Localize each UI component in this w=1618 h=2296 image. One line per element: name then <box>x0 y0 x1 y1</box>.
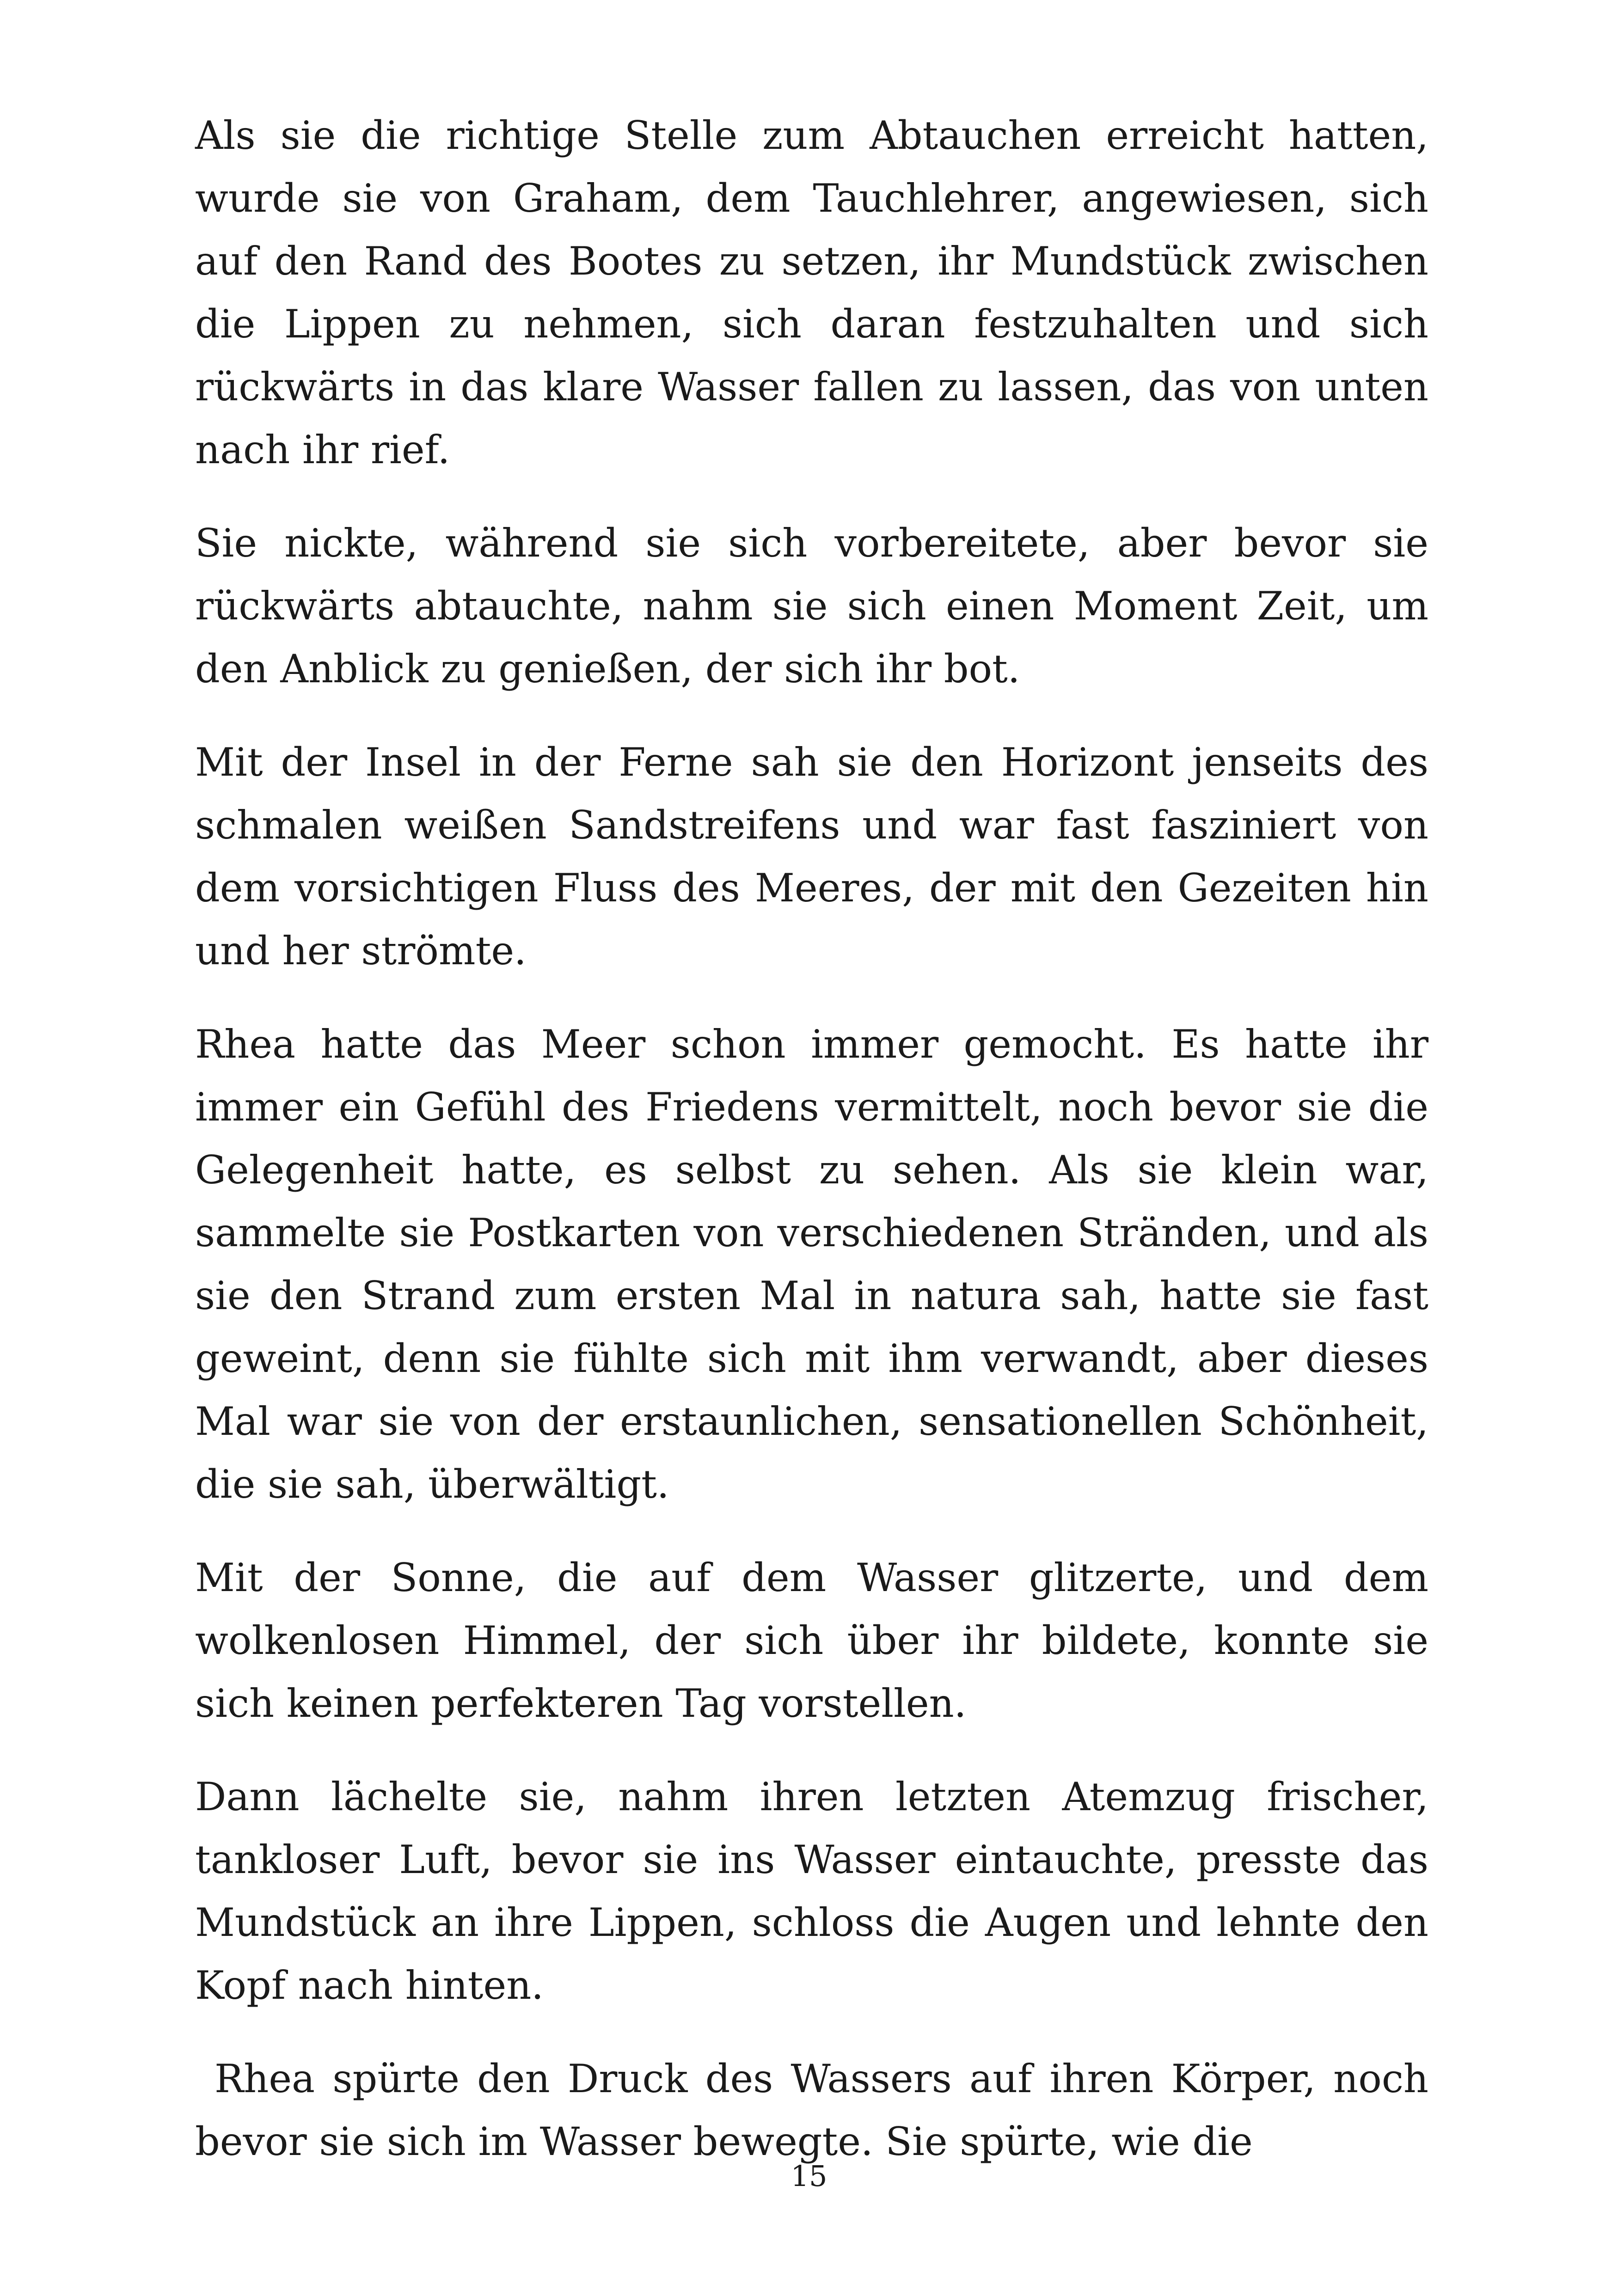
paragraph-2: Sie nickte, während sie sich vorbereitete, aber bevor sie rückwärts abtauchte, nahm sie sich einen Moment Zeit, um den Anblick zu genießen, der sich ihr bot. <box>195 520 1428 692</box>
page-number: 15 <box>791 2159 827 2193</box>
paragraph-1: Als sie die richtige Stelle zum Abtauchen erreicht hatten, wurde sie von Graham, dem Tauchlehrer, angewiesen, sich auf den Rand des Bootes zu setzen, ihr Mundstück zwischen die Lippen zu nehmen, sich daran festzuhalten und sich rückwärts in das klare Wasser fallen zu lassen, das von unten nach ihr rief. <box>195 113 1428 472</box>
body-text <box>195 104 1428 2204</box>
paragraph-6: Dann lächelte sie, nahm ihren letzten Atemzug frischer, tankloser Luft, bevor sie ins Wasser eintauchte, presste das Mundstück an ihre Lippen, schloss die Augen und lehnte den Kopf nach hinten. <box>195 1774 1428 2008</box>
paragraph-7: Rhea spürte den Druck des Wassers auf ihren Körper, noch bevor sie sich im Wasser bewegte. Sie spürte, wie die <box>195 2056 1428 2164</box>
paragraph-5: Mit der Sonne, die auf dem Wasser glitzerte, und dem wolkenlosen Himmel, der sich über ihr bildete, konnte sie sich keinen perfekteren Tag vorstellen. <box>195 1555 1428 1726</box>
paragraph-3: Mit der Insel in der Ferne sah sie den Horizont jenseits des schmalen weißen Sandstreifens und war fast fasziniert von dem vorsichtigen Fluss des Meeres, der mit den Gezeiten hin und her strömte. <box>195 740 1428 974</box>
paragraph-4: Rhea hatte das Meer schon immer gemocht. Es hatte ihr immer ein Gefühl des Friedens vermittelt, noch bevor sie die Gelegenheit hatte, es selbst zu sehen. Als sie klein war, sammelte sie Postkarten von verschiedenen Stränden, und als sie den Strand zum ersten Mal in natura sah, hatte sie fast geweint, denn sie fühlte sich mit ihm verwandt, aber dieses Mal war sie von der erstaunlichen, sensationellen Schönheit, die sie sah, überwältigt. <box>195 1022 1428 1507</box>
